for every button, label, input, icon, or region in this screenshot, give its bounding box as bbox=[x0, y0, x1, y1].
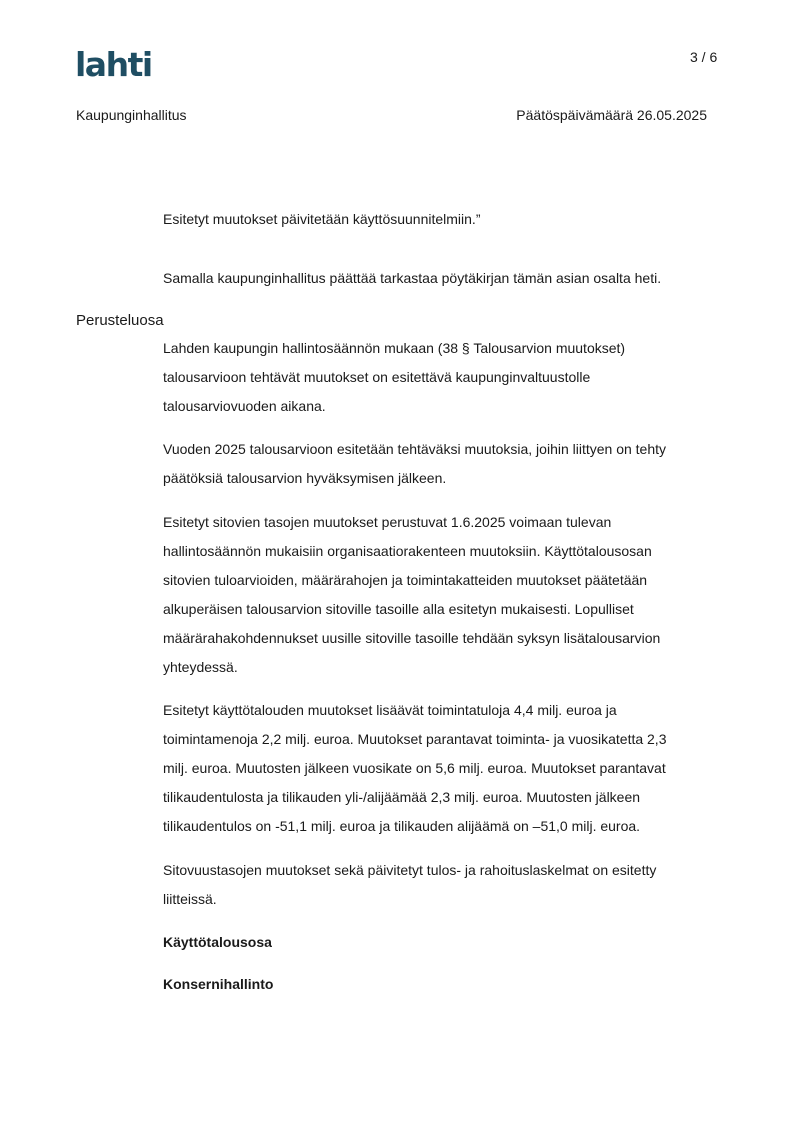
section-title: Perusteluosa bbox=[76, 312, 164, 329]
paragraph-5 bbox=[163, 856, 723, 914]
page-number: 3 / 6 bbox=[690, 49, 718, 65]
paragraph-line: yhteydessä. bbox=[163, 659, 238, 675]
paragraph-line: talousarvioon tehtävät muutokset on esitettävä kaupunginvaltuustolle bbox=[163, 369, 591, 385]
paragraph-line: toimintamenoja 2,2 milj. euroa. Muutokset parantavat toiminta- ja vuosikatetta 2,3 bbox=[163, 731, 667, 747]
paragraph-line: alkuperäisen talousarvion sitoville tasoille alla esitetyn mukaisesti. Lopulliset bbox=[163, 601, 634, 617]
paragraph-2 bbox=[163, 435, 723, 493]
paragraph-line: päätöksiä talousarvion hyväksymisen jälkeen. bbox=[163, 470, 447, 486]
paragraph-line: määrärahakohdennukset uusille sitoville tasoille tehdään syksyn lisätalousarvion bbox=[163, 630, 661, 646]
subheading-konsernihallinto: Konsernihallinto bbox=[163, 976, 274, 992]
paragraph-line: Lahden kaupungin hallintosäännön mukaan (38 § Talousarvion muutokset) bbox=[163, 340, 626, 356]
decision-date: Päätöspäivämäärä 26.05.2025 bbox=[516, 107, 707, 123]
paragraph-line: hallintosäännön mukaisiin organisaatiorakenteen muutoksiin. Käyttötalousosan bbox=[163, 543, 652, 559]
intro-paragraph-1: Esitetyt muutokset päivitetään käyttösuunnitelmiin.” bbox=[163, 211, 481, 227]
lahti-logo bbox=[75, 46, 167, 82]
organization-name: Kaupunginhallitus bbox=[76, 107, 187, 123]
paragraph-line: Esitetyt sitovien tasojen muutokset perustuvat 1.6.2025 voimaan tulevan bbox=[163, 514, 612, 530]
paragraph-line: tilikaudentulos on -51,1 milj. euroa ja tilikauden alijäämä on –51,0 milj. euroa. bbox=[163, 818, 641, 834]
intro-paragraph-2: Samalla kaupunginhallitus päättää tarkastaa pöytäkirjan tämän asian osalta heti. bbox=[163, 270, 662, 286]
paragraph-line: Vuoden 2025 talousarvioon esitetään tehtäväksi muutoksia, joihin liittyen on tehty bbox=[163, 441, 667, 457]
paragraph-line: talousarviovuoden aikana. bbox=[163, 398, 326, 414]
paragraph-line: tilikaudentulosta ja tilikauden yli-/alijäämää 2,3 milj. euroa. Muutosten jälkeen bbox=[163, 789, 641, 805]
paragraph-line: Sitovuustasojen muutokset sekä päivitetyt tulos- ja rahoituslaskelmat on esitetty bbox=[163, 862, 657, 878]
paragraph-line: liitteissä. bbox=[163, 891, 217, 907]
svg-text:lahti: lahti bbox=[75, 46, 152, 82]
paragraph-line: Esitetyt käyttötalouden muutokset lisäävät toimintatuloja 4,4 milj. euroa ja bbox=[163, 702, 617, 718]
paragraph-4 bbox=[163, 696, 723, 841]
paragraph-3 bbox=[163, 508, 723, 682]
paragraph-line: milj. euroa. Muutosten jälkeen vuosikate on 5,6 milj. euroa. Muutokset parantavat bbox=[163, 760, 666, 776]
paragraph-line: sitovien tuloarvioiden, määrärahojen ja toimintakatteiden muutokset päätetään bbox=[163, 572, 648, 588]
subheading-kayttotalousosa: Käyttötalousosa bbox=[163, 934, 272, 950]
paragraph-1 bbox=[163, 334, 723, 421]
